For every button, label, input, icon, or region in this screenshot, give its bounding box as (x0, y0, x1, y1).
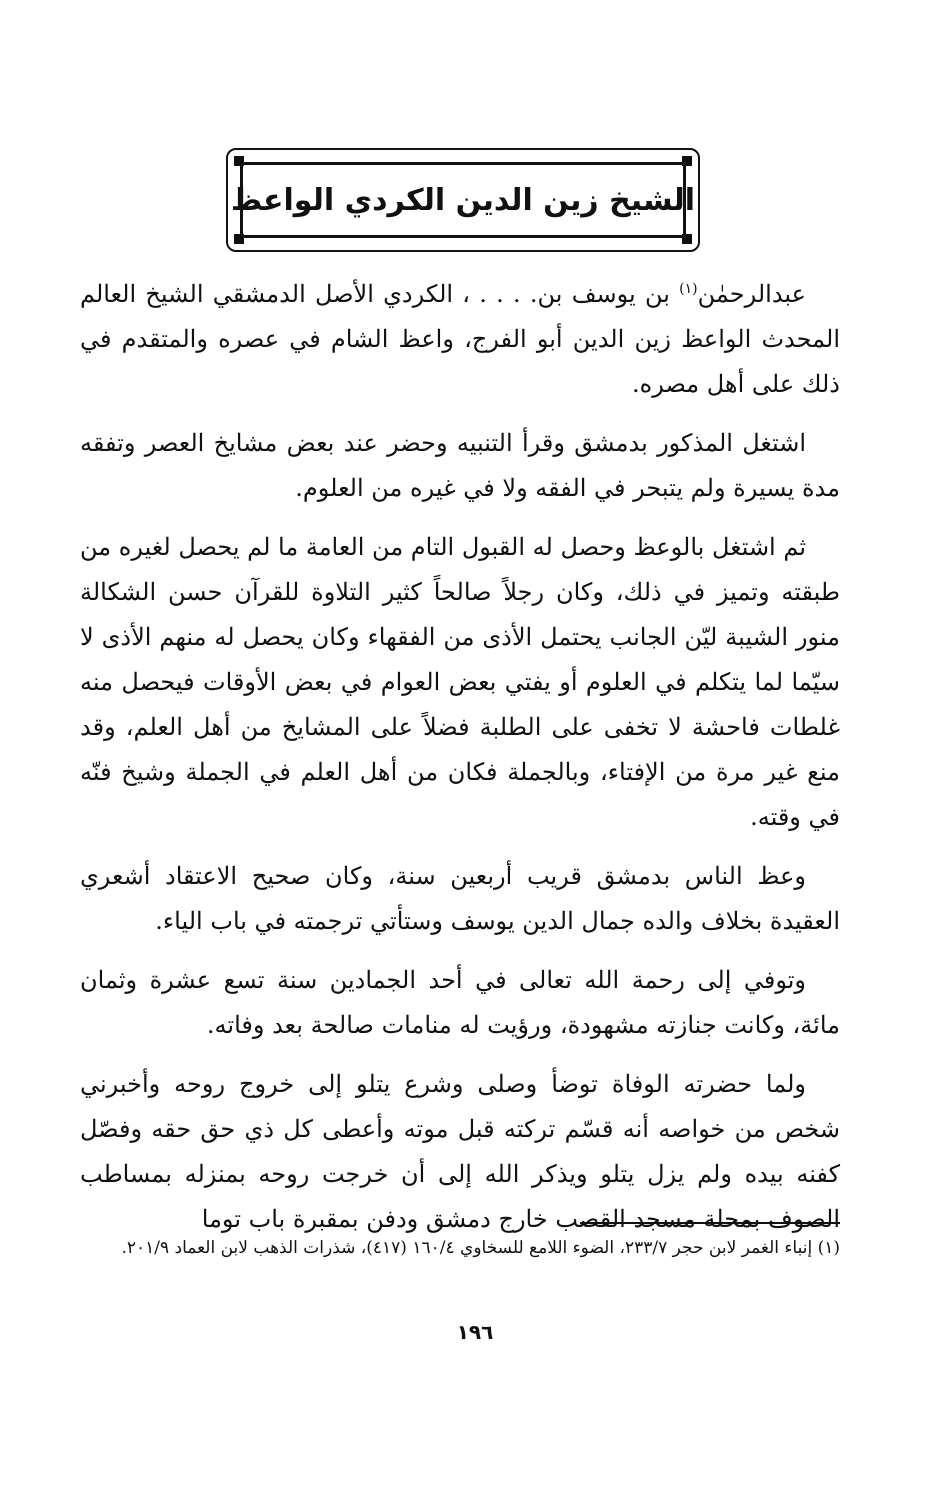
footnote-separator (580, 1222, 840, 1224)
page-number: ١٩٦ (456, 1320, 494, 1344)
paragraph: اشتغل المذكور بدمشق وقرأ التنبيه وحضر عند بعض مشايخ العصر وتفقه مدة يسيرة ولم يتبحر في الفقه ولا في غيره من العلوم. (80, 429, 840, 502)
paragraph: وعظ الناس بدمشق قريب أربعين سنة، وكان صحيح الاعتقاد أشعري العقيدة بخلاف والده جمال الدين يوسف وستأتي ترجمته في باب الياء. (80, 862, 840, 935)
footnote-marker: (١) (817, 1238, 840, 1258)
footnote (80, 1230, 840, 1266)
paragraph: ثم اشتغل بالوعظ وحصل له القبول التام من العامة ما لم يحصل لغيره من طبقته وتميز في ذلك، وكان رجلاً صالحاً كثير التلاوة للقرآن حسن الشكالة منور الشيبة ليّن الجانب يحتمل الأذى من الفقهاء وكان يحصل له منهم الأذى لا سيّما لما يتكلم في العلوم أو يفتي بعض العوام في بعض الأوقات فيحصل منه غلطات فاحشة لا تخفى على الطلبة فضلاً على المشايخ من أهل العلم، وقد منع غير مرة من الإفتاء، وبالجملة فكان من أهل العلم في الجملة وشيخ فنّه في وقته. (80, 533, 840, 831)
paragraph (80, 272, 840, 407)
title-frame (226, 148, 700, 252)
paragraph-text-after-ref: بن يوسف بن. . . . ، الكردي الأصل الدمشقي الشيخ العالم المحدث الواعظ زين الدين أبو الفرج، واعظ الشام في عصره والمتقدم في ذلك على أهل مصره. (80, 280, 840, 398)
footnote-text: إنباء الغمر لابن حجر ٢٣٣/٧، الضوء اللامع للسخاوي ١٦٠/٤ (٤١٧)، شذرات الذهب لابن العماد ٢٠١/٩. (121, 1238, 813, 1258)
title-inner-border (230, 162, 696, 238)
paragraph: ولما حضرته الوفاة توضأ وصلى وشرع يتلو إلى خروج روحه وأخبرني شخص من خواصه أنه قسّم تركته قبل موته وأعطى كل ذي حق حقه وفصّل كفنه بيده ولم يزل يتلو ويذكر الله إلى أن خرجت روحه بمنزله بمساطب الصوف بمحلة مسجد القصب خارج دمشق ودفن بمقبرة باب توما (80, 1070, 840, 1233)
footnote-reference[interactable]: (١) (679, 281, 698, 297)
page-title: الشيخ زين الدين الكردي الواعظ (230, 182, 696, 218)
body-text (80, 272, 840, 1256)
paragraph: وتوفي إلى رحمة الله تعالى في أحد الجمادين سنة تسع عشرة وثمان مائة، وكانت جنازته مشهودة، ورؤيت له منامات صالحة بعد وفاته. (80, 966, 840, 1039)
paragraph-text-before-ref: عبدالرحمٰن (697, 280, 806, 308)
